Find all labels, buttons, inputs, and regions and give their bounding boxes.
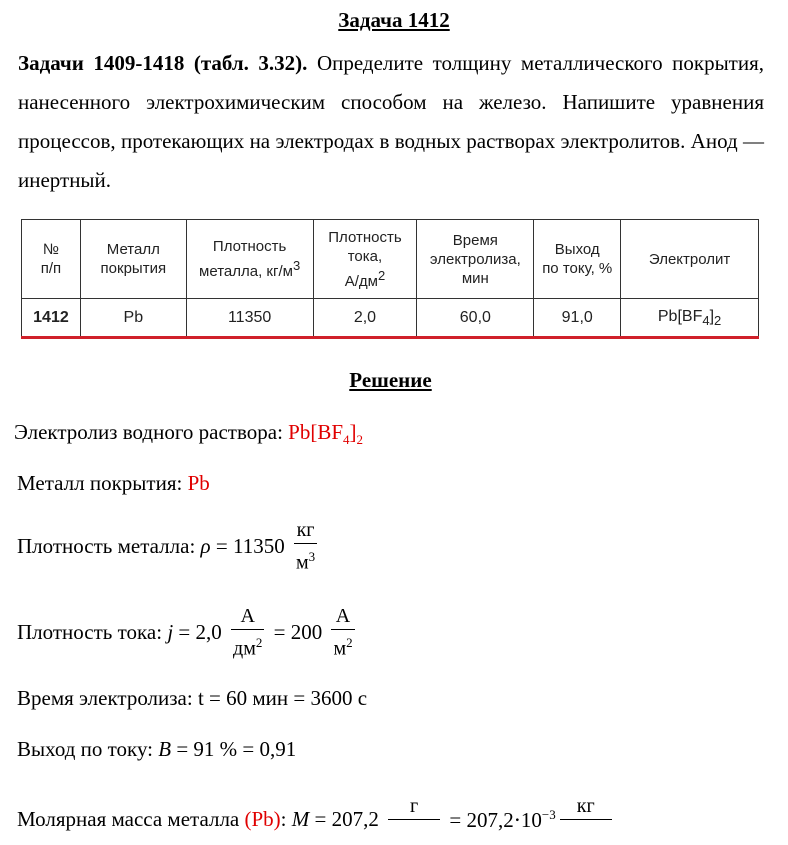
header-electrolyte: Электролит xyxy=(621,220,759,299)
cell-electrolyte: $Pb[BF_4]_2$ xyxy=(621,299,759,338)
current-value-1: = 2,0 xyxy=(173,619,228,644)
problem-title: Задача 1412 xyxy=(338,8,450,32)
molar-mass-line: Молярная масса металла (Pb): M = 207,2 г = $207,2\cdot 10^{-3}$ кг xyxy=(17,794,616,845)
time-label: Время электролиза: xyxy=(17,686,198,710)
header-current-density: Плотность тока, $А/дм^2$ xyxy=(313,220,417,299)
current-label: Плотность тока: xyxy=(17,619,168,644)
current-symbol: j xyxy=(167,619,174,644)
yield-line xyxy=(17,737,296,762)
header-metal: Металл покрытия xyxy=(80,220,186,299)
current-line xyxy=(17,604,359,661)
header-density: Плотность металла, $кг/м^3$ xyxy=(186,220,313,299)
molar-metal: (Pb) xyxy=(244,807,281,831)
density-line xyxy=(17,518,321,575)
molar-label: Молярная масса металла xyxy=(17,807,245,831)
cell-time: 60,0 xyxy=(417,299,534,338)
electrolysis-label: Электролиз водного раствора: xyxy=(14,420,289,444)
table-bottom-rule xyxy=(21,336,759,339)
molar-symbol: M xyxy=(291,807,310,831)
cell-yield: 91,0 xyxy=(534,299,621,338)
density-unit: $\frac{кг}{м^3}$ xyxy=(295,519,316,574)
molar-value-1: = 207,2 xyxy=(309,807,385,831)
density-symbol: ρ xyxy=(200,533,211,558)
solution-title: Решение xyxy=(349,368,432,392)
header-number: № п/п xyxy=(22,220,81,299)
molar-value-2: = $207,2\cdot 10^{-3}$ xyxy=(444,806,556,832)
cell-density: 11350 xyxy=(186,299,313,338)
current-unit-2: $\frac{А}{м^2}$ xyxy=(333,605,353,660)
yield-value: = 91 % = 0,91 xyxy=(171,737,297,761)
table-header-row xyxy=(22,220,759,299)
cell-current: 2,0 xyxy=(313,299,417,338)
density-value: = 11350 xyxy=(210,533,290,558)
yield-label: Выход по току: xyxy=(17,737,159,761)
parameters-table xyxy=(21,219,759,338)
problem-reference: Задачи 1409-1418 (табл. 3.32). xyxy=(18,51,308,75)
yield-symbol: B xyxy=(158,737,172,761)
header-yield: Выход по току, % xyxy=(534,220,621,299)
time-line xyxy=(17,686,367,711)
molar-unit-1: г xyxy=(388,794,440,845)
electrolysis-line xyxy=(14,420,363,448)
problem-statement xyxy=(18,44,764,200)
current-value-2: = 200 xyxy=(268,619,328,644)
molar-unit-2: кг xyxy=(560,794,612,845)
time-value: t = 60 мин = 3600 с xyxy=(197,686,368,710)
electrolyte-formula: $Pb[BF_4]_2$ xyxy=(288,420,364,448)
metal-line xyxy=(17,471,210,496)
metal-label: Металл покрытия: xyxy=(17,471,188,495)
header-time: Время электролиза, мин xyxy=(417,220,534,299)
density-label: Плотность металла: xyxy=(17,533,201,558)
current-unit-1: $\frac{А}{дм^2}$ xyxy=(233,605,263,660)
cell-number: 1412 xyxy=(22,299,81,338)
problem-text: Определите толщину металлического покрытия, нанесенного электрохимическим способом на железо. Напишите уравнения процессов, протекающих на электродах в водных растворах электролитов. Анод — инертный. xyxy=(18,51,765,192)
metal-value: Pb xyxy=(187,471,210,495)
table-row xyxy=(22,299,759,338)
cell-metal: Pb xyxy=(80,299,186,338)
